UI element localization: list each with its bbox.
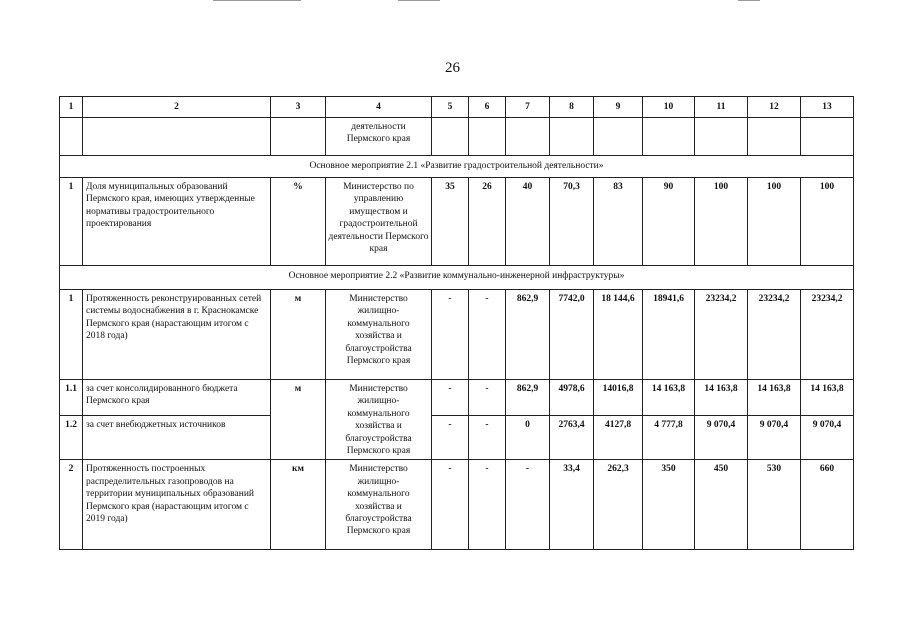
value-cell: 14 163,8 — [748, 380, 801, 416]
value-cell: 35 — [432, 178, 469, 266]
value-cell: 9 070,4 — [695, 416, 748, 460]
value-cell: 4 777,8 — [643, 416, 695, 460]
value-cell: 100 — [801, 178, 854, 266]
value-cell: 18 144,6 — [594, 290, 643, 380]
indicator-name: за счет консолидированного бюджета Пермского края — [83, 380, 271, 416]
indicator-name: за счет внебюджетных источников — [83, 416, 271, 460]
org-cell: Министерство жилищно-коммунального хозяйства и благоустройства Пермского края — [326, 290, 432, 380]
value-cell: 0 — [506, 416, 550, 460]
value-cell: 862,9 — [506, 290, 550, 380]
value-cell: 450 — [695, 460, 748, 550]
value-cell: 90 — [643, 178, 695, 266]
section-title: Основное мероприятие 2.1 «Развитие градостроительной деятельности» — [60, 156, 854, 178]
unit-cell: км — [271, 460, 326, 550]
value-cell: 23234,2 — [748, 290, 801, 380]
unit-cell: м — [271, 290, 326, 380]
indicator-name: Протяженность реконструированных сетей системы водоснабжения в г. Краснокамске Пермского края (нарастающим итогом с 2018 года) — [83, 290, 271, 380]
header-cell: 9 — [594, 97, 643, 118]
page-number: 26 — [445, 60, 460, 76]
value-cell: 14016,8 — [594, 380, 643, 416]
value-cell: 70,3 — [550, 178, 594, 266]
value-cell: 83 — [594, 178, 643, 266]
value-cell: - — [469, 380, 506, 416]
value-cell: 18941,6 — [643, 290, 695, 380]
table-row — [60, 290, 854, 380]
table-row — [60, 380, 854, 416]
value-cell: 9 070,4 — [801, 416, 854, 460]
value-cell: - — [469, 290, 506, 380]
value-cell: 23234,2 — [695, 290, 748, 380]
value-cell: 14 163,8 — [695, 380, 748, 416]
value-cell: - — [432, 416, 469, 460]
value-cell: 350 — [643, 460, 695, 550]
value-cell: 100 — [695, 178, 748, 266]
value-cell: 7742,0 — [550, 290, 594, 380]
header-cell: 13 — [801, 97, 854, 118]
header-cell: 6 — [469, 97, 506, 118]
value-cell: 26 — [469, 178, 506, 266]
table-row — [60, 118, 854, 156]
table-row — [60, 178, 854, 266]
value-cell: 23234,2 — [801, 290, 854, 380]
header-cell: 3 — [271, 97, 326, 118]
row-number: 1.2 — [60, 416, 83, 460]
org-cell: деятельности Пермского края — [326, 118, 432, 156]
value-cell: 9 070,4 — [748, 416, 801, 460]
value-cell: - — [432, 460, 469, 550]
header-cell: 7 — [506, 97, 550, 118]
org-cell: Министерство по управлению имуществом и градостроительной деятельности Пермского края — [326, 178, 432, 266]
indicators-table — [59, 96, 854, 550]
value-cell: - — [469, 416, 506, 460]
indicator-name: Доля муниципальных образований Пермского края, имеющих утвержденные нормативы градостроительного проектирования — [83, 178, 271, 266]
scan-edge-line — [213, 0, 301, 1]
value-cell: 530 — [748, 460, 801, 550]
org-cell: Министерство жилищно-коммунального хозяйства и благоустройства Пермского края — [326, 460, 432, 550]
value-cell: 862,9 — [506, 380, 550, 416]
section-row — [60, 156, 854, 178]
value-cell: 4127,8 — [594, 416, 643, 460]
unit-cell: м — [271, 380, 326, 460]
header-cell: 1 — [60, 97, 83, 118]
value-cell: 262,3 — [594, 460, 643, 550]
indicator-name: Протяженность построенных распределительных газопроводов на территории муниципальных образований Пермского края (нарастающим итогом с 2019 года) — [83, 460, 271, 550]
table-row — [60, 460, 854, 550]
row-number: 1 — [60, 178, 83, 266]
row-number: 2 — [60, 460, 83, 550]
table-header-row — [60, 97, 854, 118]
row-number: 1.1 — [60, 380, 83, 416]
value-cell: - — [432, 380, 469, 416]
value-cell: 2763,4 — [550, 416, 594, 460]
value-cell: - — [469, 460, 506, 550]
value-cell: 660 — [801, 460, 854, 550]
value-cell: - — [432, 290, 469, 380]
header-cell: 10 — [643, 97, 695, 118]
header-cell: 8 — [550, 97, 594, 118]
value-cell: 4978,6 — [550, 380, 594, 416]
section-row — [60, 266, 854, 290]
value-cell: 100 — [748, 178, 801, 266]
section-title: Основное мероприятие 2.2 «Развитие коммунально-инженерной инфраструктуры» — [60, 266, 854, 290]
scan-edge-line — [738, 0, 760, 1]
header-cell: 4 — [326, 97, 432, 118]
header-cell: 5 — [432, 97, 469, 118]
value-cell: 14 163,8 — [643, 380, 695, 416]
scan-edge-line — [398, 0, 440, 1]
value-cell: 14 163,8 — [801, 380, 854, 416]
row-number: 1 — [60, 290, 83, 380]
org-cell: Министерство жилищно-коммунального хозяйства и благоустройства Пермского края — [326, 380, 432, 460]
header-cell: 12 — [748, 97, 801, 118]
value-cell: 40 — [506, 178, 550, 266]
value-cell: - — [506, 460, 550, 550]
value-cell: 33,4 — [550, 460, 594, 550]
table-row — [60, 416, 854, 460]
header-cell: 11 — [695, 97, 748, 118]
unit-cell: % — [271, 178, 326, 266]
header-cell: 2 — [83, 97, 271, 118]
